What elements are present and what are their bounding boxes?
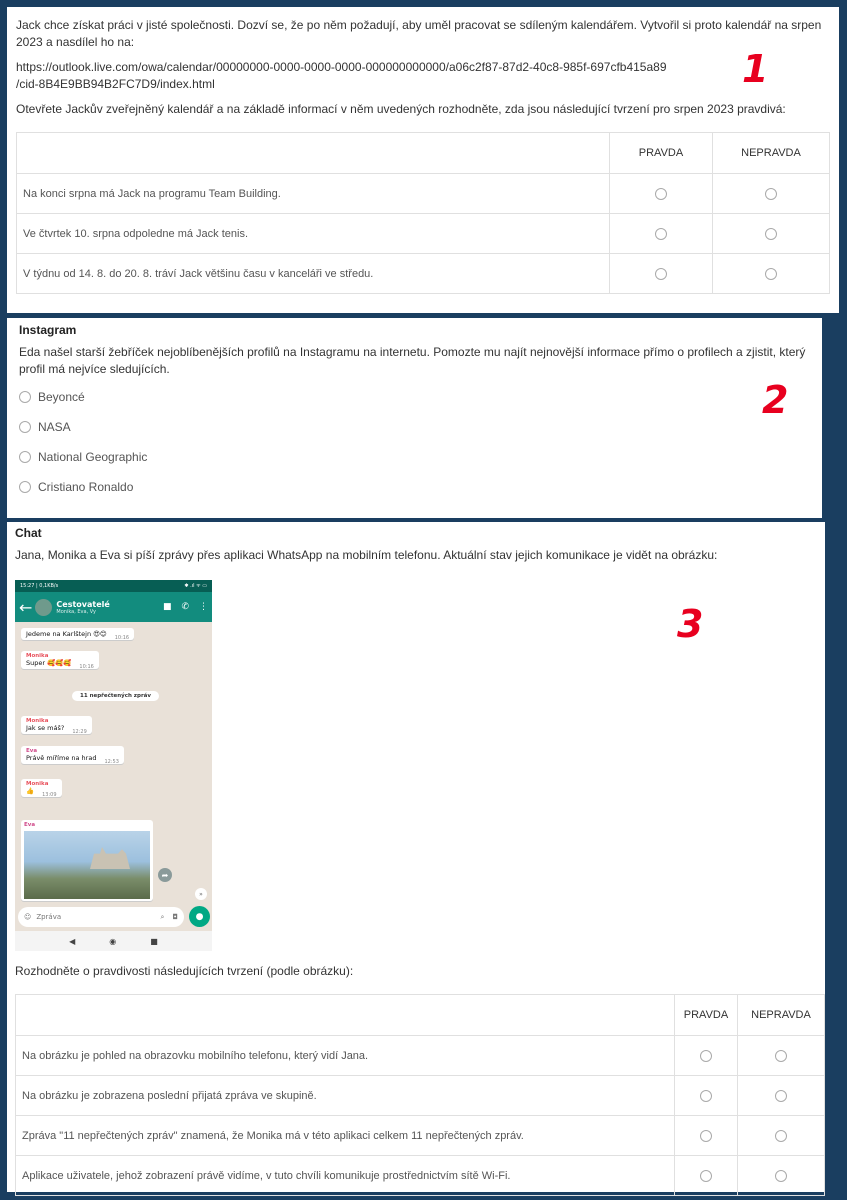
group-avatar — [35, 599, 52, 616]
radio-option[interactable] — [19, 421, 31, 433]
chat-message: Monika Jak se máš? $_{12:29}$ — [21, 716, 92, 734]
statement: Ve čtvrtek 10. srpna odpoledne má Jack tenis. — [17, 214, 610, 254]
radio-option[interactable] — [19, 451, 31, 463]
menu-icon: ⋮ — [199, 602, 208, 612]
message-input — [18, 907, 184, 927]
message-placeholder: Zpráva — [36, 913, 62, 921]
radio-false[interactable] — [775, 1090, 787, 1102]
option-nasa[interactable]: NASA — [19, 412, 810, 442]
table-row — [16, 1156, 825, 1196]
castle-photo — [24, 831, 150, 899]
table-row — [17, 214, 830, 254]
table-row — [16, 1036, 825, 1076]
radio-false[interactable] — [765, 228, 777, 240]
statement: Na obrázku je pohled na obrazovku mobilního telefonu, který vidí Jana. — [16, 1036, 675, 1076]
statement: V týdnu od 14. 8. do 20. 8. tráví Jack většinu času v kanceláři ve středu. — [17, 254, 610, 294]
col-true-header: PRAVDA — [675, 995, 738, 1036]
radio-true[interactable] — [700, 1130, 712, 1142]
nav-back-icon: ◀ — [69, 936, 76, 946]
mic-icon: ● — [189, 906, 210, 927]
chat-message: Monika Super 🥰🥰🥰 $_{10:16}$ — [21, 651, 99, 669]
android-nav-bar — [15, 931, 212, 951]
table-row — [16, 1076, 825, 1116]
nav-home-icon: ◉ — [109, 936, 117, 946]
phone-status-bar: 15:27 | 0,1KB/s ✱ .ıl ᯤ ▭ — [15, 580, 212, 592]
task1-question: Otevřete Jackův zveřejněný kalendář a na základě informací v něm uvedených rozhodněte, zda jsou následující tvrzení pro srpen 2023 pravdivá: — [16, 102, 786, 116]
radio-false[interactable] — [775, 1130, 787, 1142]
task2-text: Eda našel starší žebříček nejoblíbenějších profilů na Instagramu na internetu. Pomozte mu najít nejnovější informace přímo o profilech a zjistit, který profil má nejvíce sledujících. — [19, 345, 806, 376]
task1-intro: Jack chce získat práci v jisté společnosti. Dozví se, že po něm požadují, aby uměl pracovat se sdíleným kalendářem. Vytvořil si proto kalendář na srpen 2023 a nasdílel ho na: — [16, 18, 822, 49]
scroll-down-icon: » — [195, 888, 207, 900]
annotation-number-2: 2 — [762, 378, 789, 422]
col-true-header: PRAVDA — [610, 133, 713, 174]
nav-recent-icon: ■ — [150, 936, 158, 946]
camera-icon: ◘ — [172, 913, 178, 921]
chat-members: Monika, Eva, Vy — [56, 608, 96, 615]
annotation-number-1: 1 — [742, 47, 769, 91]
forward-icon: ➦ — [158, 868, 172, 882]
emoji-icon: ☺ — [24, 913, 32, 921]
calendar-url[interactable]: https://outlook.live.com/owa/calendar/00000000-0000-0000-0000-000000000000/a06c2f87-87d2-40c8-985f-697cfb415a89 /cid-8B4E9BB94B2FC7D9/index.html — [16, 60, 667, 91]
chat-message: Jedeme na Karlštejn 😍😊 $_{10:16}$ — [21, 628, 134, 640]
options-list — [19, 382, 810, 502]
table-row — [17, 254, 830, 294]
radio-true[interactable] — [655, 188, 667, 200]
task1-table — [16, 132, 830, 294]
attach-icon: ⌕ — [160, 912, 165, 921]
chat-header — [15, 592, 212, 622]
phone-call-icon: ✆ — [181, 602, 189, 612]
radio-option[interactable] — [19, 481, 31, 493]
option-beyonce[interactable]: Beyoncé — [19, 382, 810, 412]
task3-panel — [7, 522, 825, 1192]
statement: Aplikace uživatele, jehož zobrazení právě vidíme, v tuto chvíli komunikuje prostřednictvím sítě Wi-Fi. — [16, 1156, 675, 1196]
radio-false[interactable] — [775, 1050, 787, 1062]
table-row — [16, 1116, 825, 1156]
col-false-header: NEPRAVDA — [738, 995, 825, 1036]
annotation-number-3: 3 — [677, 602, 704, 646]
task2-title: Instagram — [19, 323, 77, 337]
radio-false[interactable] — [765, 268, 777, 280]
chat-message: Monika 👍 $_{13:09}$ — [21, 779, 62, 797]
radio-true[interactable] — [655, 228, 667, 240]
task3-table — [15, 994, 825, 1196]
statement: Na konci srpna má Jack na programu Team Building. — [17, 174, 610, 214]
task3-title: Chat — [15, 526, 42, 540]
chat-name: Cestovatelé — [56, 599, 110, 609]
col-false-header: NEPRAVDA — [713, 133, 830, 174]
radio-false[interactable] — [775, 1170, 787, 1182]
radio-true[interactable] — [700, 1090, 712, 1102]
radio-true[interactable] — [655, 268, 667, 280]
task1-panel — [7, 7, 839, 313]
option-national-geographic[interactable]: National Geographic — [19, 442, 810, 472]
table-row — [17, 174, 830, 214]
video-call-icon: ■ — [162, 602, 172, 612]
task2-panel — [7, 318, 822, 518]
radio-false[interactable] — [765, 188, 777, 200]
task3-text: Jana, Monika a Eva si píší zprávy přes aplikaci WhatsApp na mobilním telefonu. Aktuální stav jejich komunikace je vidět na obrázku: — [15, 548, 718, 562]
radio-option[interactable] — [19, 391, 31, 403]
option-cristiano-ronaldo[interactable]: Cristiano Ronaldo — [19, 472, 810, 502]
statement: Zpráva "11 nepřečtených zpráv" znamená, že Monika má v této aplikaci celkem 11 nepřečtených zpráv. — [16, 1116, 675, 1156]
task3-question: Rozhodněte o pravdivosti následujících tvrzení (podle obrázku): — [15, 964, 354, 978]
whatsapp-screenshot — [15, 580, 212, 951]
unread-messages-badge: 11 nepřečtených zpráv — [72, 691, 159, 701]
chat-message: Eva Právě míříme na hrad $_{12:53}$ — [21, 746, 124, 764]
status-icons: ✱ .ıl ᯤ ▭ — [184, 583, 207, 589]
back-arrow-icon: ← — [19, 597, 33, 617]
radio-true[interactable] — [700, 1170, 712, 1182]
chat-message-photo: Eva — [21, 820, 153, 901]
radio-true[interactable] — [700, 1050, 712, 1062]
statement: Na obrázku je zobrazena poslední přijatá zpráva ve skupině. — [16, 1076, 675, 1116]
